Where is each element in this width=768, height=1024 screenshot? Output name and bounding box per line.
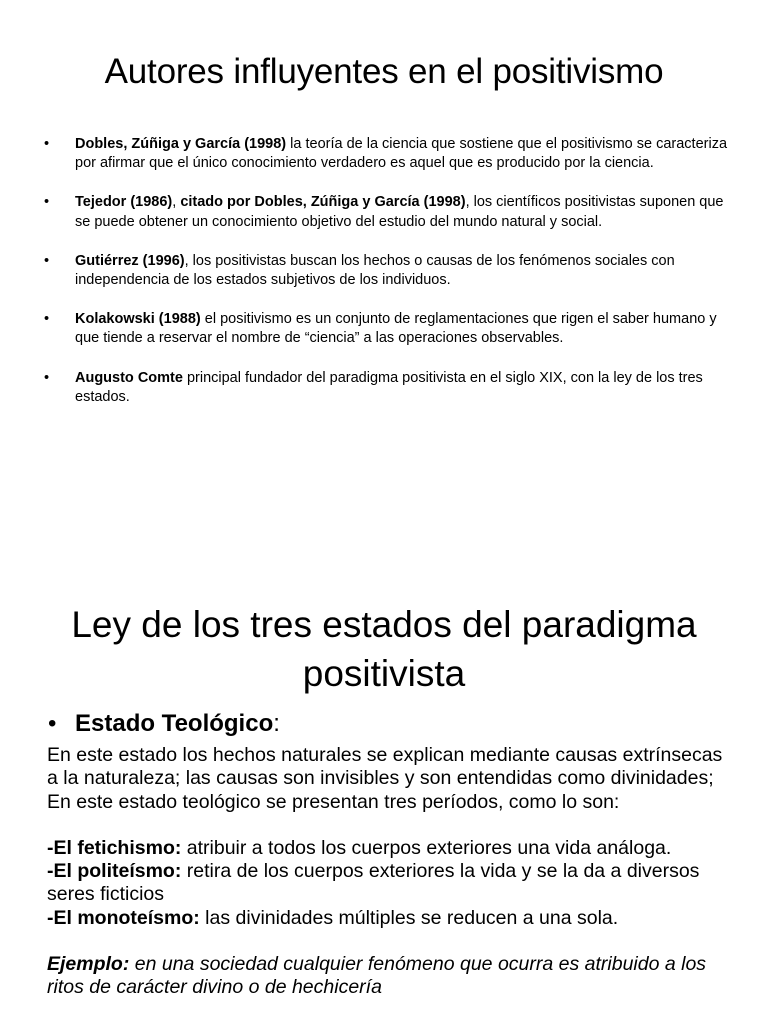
list-item-text: , los positivistas buscan los hechos o causas de los fenómenos sociales con independencia de los estados subjetivos de los individuos. xyxy=(75,252,675,289)
heading-suffix: : xyxy=(273,710,280,737)
example-label: Ejemplo: xyxy=(47,953,130,976)
slide-title xyxy=(0,600,768,698)
bullet-icon: • xyxy=(44,136,50,152)
list-item xyxy=(44,252,734,290)
list-item xyxy=(44,310,734,348)
list-item xyxy=(44,135,734,173)
period-label: -El politeísmo: xyxy=(47,860,182,883)
period-text: las divinidades múltiples se reducen a una sola. xyxy=(199,906,619,929)
list-item-text: el positivismo es un conjunto de reglamentaciones que rigen el saber humano y que tiende a reservar el nombre de “ciencia” a las operaciones observables. xyxy=(75,311,717,347)
heading-label: Estado Teológico xyxy=(75,710,274,737)
slide-title-line: Ley de los tres estados del paradigma xyxy=(71,604,697,645)
list-item-separator: , xyxy=(172,194,181,211)
period-text: atribuir a todos los cuerpos exteriores una vida análoga. xyxy=(181,836,672,859)
period-item xyxy=(47,860,737,907)
author-citation: Gutiérrez (1996) xyxy=(75,252,185,269)
bullet-icon: • xyxy=(44,369,50,386)
author-citation: Tejedor (1986) xyxy=(75,194,173,211)
example-text: en una sociedad cualquier fenómeno que ocurra es atribuido a los ritos de carácter divino o de hechicería xyxy=(47,953,707,999)
period-item xyxy=(47,907,737,930)
author-citation: Dobles, Zúñiga y García (1998) xyxy=(75,136,287,152)
slide-ley-tres-estados xyxy=(0,576,768,1024)
bullet-icon: • xyxy=(44,194,50,211)
section-heading xyxy=(48,709,280,739)
list-item-text: la teoría de la ciencia que sostiene que el positivismo se caracteriza por afirmar que el único conocimiento verdadero es aquel que es producido por la ciencia. xyxy=(75,136,728,172)
bullet-icon: • xyxy=(44,311,50,328)
example-paragraph xyxy=(47,953,737,1000)
period-item xyxy=(47,837,737,860)
author-citation: Augusto Comte xyxy=(75,369,183,386)
list-item xyxy=(44,369,734,407)
bullet-icon: • xyxy=(48,710,57,737)
list-item xyxy=(44,193,734,231)
slide-title-line: positivista xyxy=(302,653,466,694)
slide-title: Autores influyentes en el positivismo xyxy=(104,52,664,91)
list-item-text: principal fundador del paradigma positivista en el siglo XIX, con la ley de los tres estados. xyxy=(75,369,703,405)
bullet-icon: • xyxy=(44,252,50,269)
period-text: retira de los cuerpos exteriores la vida y se la da a diversos seres ficticios xyxy=(47,860,700,906)
section-body xyxy=(47,744,737,1000)
period-label: -El monoteísmo: xyxy=(47,906,200,929)
intro-paragraph: En este estado los hechos naturales se explican mediante causas extrínsecas a la naturaleza; las causas son invisibles y son entendidas como divinidades; En este estado teológico se presentan tres períodos, como lo son: xyxy=(47,744,723,813)
author-citation: Kolakowski (1988) xyxy=(75,311,201,328)
author-citation-secondary: citado por Dobles, Zúñiga y García (1998) xyxy=(180,194,466,211)
list-item-text: , los científicos positivistas suponen que se puede obtener un conocimiento objetivo del estudio del mundo natural y social. xyxy=(75,194,724,230)
authors-list xyxy=(44,135,734,427)
period-label: -El fetichismo: xyxy=(47,836,182,859)
